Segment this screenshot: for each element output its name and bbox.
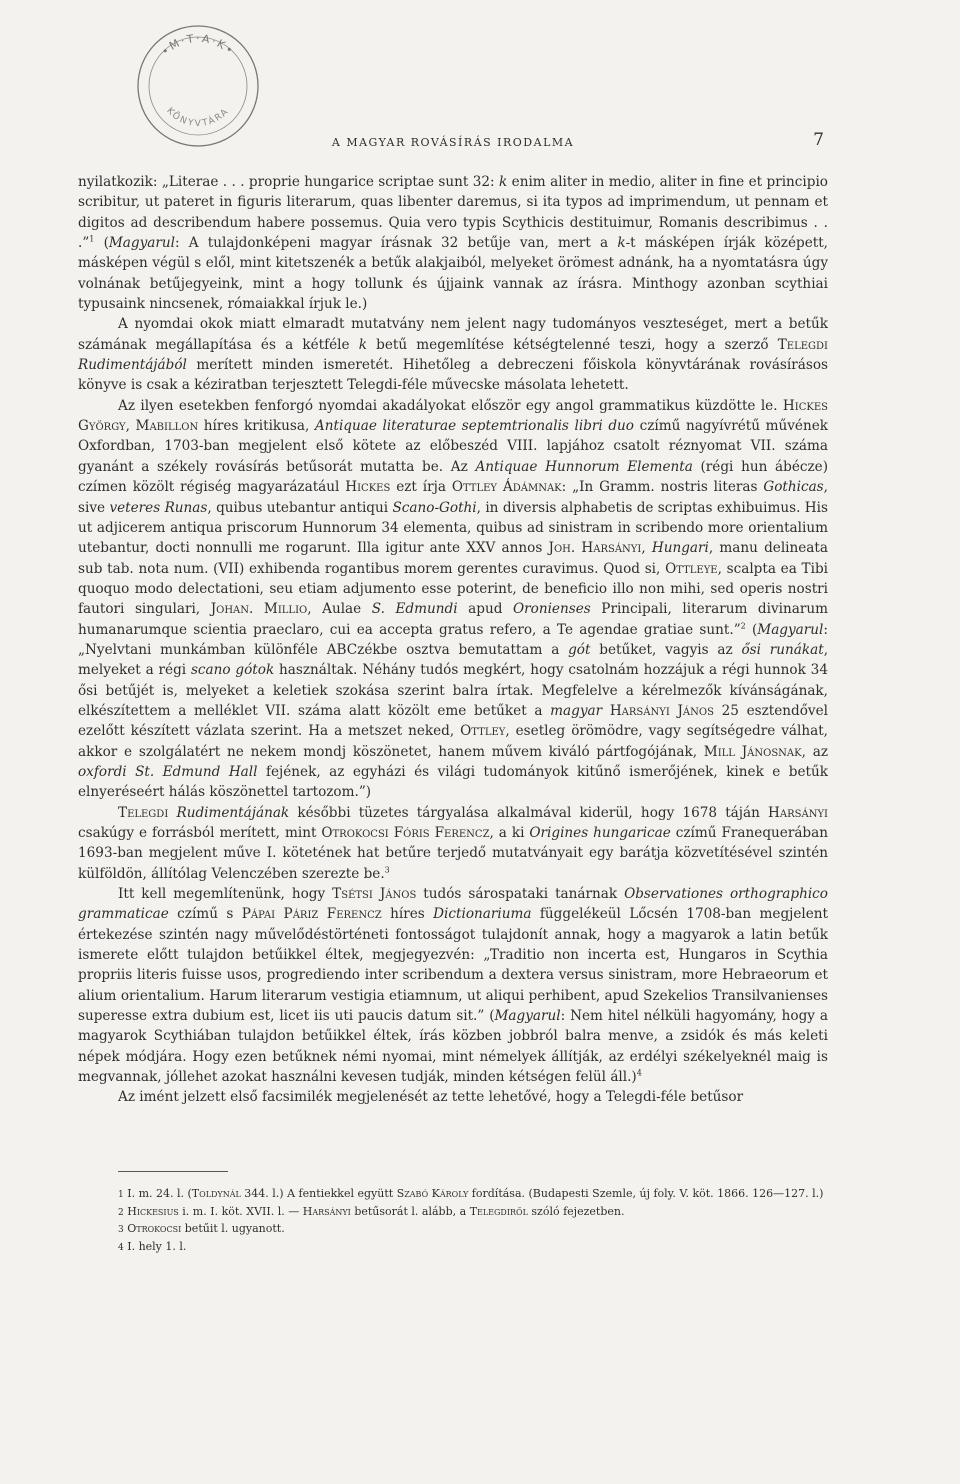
text-run: nyilatkozik: „Literae . . . proprie hungarice scriptae sunt 32:: [78, 174, 500, 190]
text-run: , melyeket a régi: [78, 641, 829, 679]
text-run: : „Nyelvtani munkámban különféle ABCzékbe osztva bemutattam a: [78, 621, 828, 658]
small-caps-name: Mabillon: [135, 418, 199, 435]
text-run: Principali, literarum divinarum humanarumque scientia praeclaro, cui ea accepta gratus refero, a Te agendae gratiae sunt.”: [78, 601, 829, 638]
small-caps-name: Telegdi: [777, 336, 828, 353]
text-run: , quibus utebantur antiqui: [207, 499, 393, 516]
italic-text: Dictionariuma: [433, 906, 532, 923]
small-caps-name: Harsányi: [768, 804, 829, 821]
italic-text: Magyarul: [494, 1008, 561, 1025]
footnotes: [78, 1186, 828, 1256]
paragraph-p2: [78, 314, 828, 395]
footnote-reference: 2: [740, 621, 746, 631]
paragraph-p6: [78, 1087, 828, 1107]
italic-text: Magyarul: [108, 235, 175, 252]
small-caps-name: Harsányi: [302, 1204, 351, 1218]
small-caps-name: Telegdi: [118, 804, 169, 821]
text-run: -t másképen írják középett, másképen végül s elől, mint kitetszenék a betűk alakjaiból, melyeket örömest adnánk, ha a nyomtatásra úgy volnának betűjegyeink, mint a hogy tollunk és újjaink vannak az írásra. Minthogy azonban scythiai typusaink nincsenek, rómaiakkal írjuk le.): [78, 235, 828, 313]
page-number: 7: [813, 130, 824, 150]
text-run: 25 esztendővel ezelőtt készített vázlata szerint. Ha a metszet neked,: [78, 702, 829, 740]
text-run: Itt kell megemlítenünk, hogy: [118, 886, 333, 903]
small-caps-name: Otrokocsi: [127, 1222, 182, 1235]
footnote-reference: 1: [89, 234, 95, 244]
footnote-reference: 3: [384, 865, 390, 875]
text-run: (: [745, 621, 758, 638]
text-run: [602, 703, 610, 719]
text-run: czímű s: [168, 906, 242, 923]
italic-text: gót: [568, 641, 591, 658]
text-run: ,: [641, 540, 652, 557]
text-run: betűket, vagyis az: [590, 641, 742, 658]
text-run: , Aulae: [307, 601, 372, 618]
text-run: használtak. Néhány tudós megkért, hogy csatolnám hozzájuk a régi hunnok 34 ősi betűjét is, melyeket a keletiek szokása szerint balra írtak. Megfelelve a kérelmezők kívánságának, elkészítettem a melléklet VII. száma alatt közölt eme betűket a: [78, 662, 828, 719]
italic-text: S. Edmundi: [371, 601, 458, 618]
text-run: : „In Gramm. nostris literas: [561, 479, 764, 496]
italic-text: Antiquae Hunnorum Elementa: [475, 458, 693, 475]
text-run: , az: [801, 743, 828, 760]
text-run: , esetleg örömödre, vagy segítségedre válhat, akkor e szolgálatért ne nekem mondj köszönetet, hanem művem kiváló pártfogójának,: [78, 723, 828, 760]
small-caps-name: Pápai Páriz Ferencz: [241, 906, 382, 923]
small-caps-name: Ottley: [460, 723, 506, 740]
stamp-text-bottom: KÖNYVTÁRA: [164, 106, 232, 130]
small-caps-name: Toldynál: [191, 1187, 241, 1200]
text-run: , in diversis alphabetis de scriptas exhibuimus. His ut adjicerem antiqua priscorum Hunnorum 34 elementa, quibus ad sinistram in scribendo more orientalium utebantur, docti nonnulli me rogarunt. Illa igitur ante XXV annos: [78, 499, 828, 557]
svg-text:KÖNYVTÁRA: [164, 106, 231, 129]
text-run: későbbi tüzetes tárgyalása alkalmával kiderül, hogy 1678 táján: [289, 804, 769, 821]
paragraph-p3: [78, 396, 828, 803]
small-caps-name: Johan. Millio: [210, 601, 308, 618]
small-caps-name: Hickesius: [127, 1204, 179, 1218]
footnote-divider: [118, 1171, 228, 1172]
italic-text: magyar: [550, 702, 603, 719]
text-run: híres kritikusa,: [198, 418, 315, 435]
text-run: I. hely 1. l.: [127, 1239, 187, 1253]
italic-text: scano gótok: [190, 662, 275, 679]
text-run: (: [94, 235, 109, 252]
footnote-mark: 3: [118, 1225, 124, 1235]
svg-text:•M·T·A·K•: [159, 32, 237, 58]
text-run: ,: [125, 418, 136, 435]
text-run: enim aliter in medio, aliter in fine et principio scribitur, ut pateret in figuris literarum, quas libenter daremus, si ita typos ad imprimendum, ut pennam et digitos ad describendum habere possemus. Quia vero typis Scythicis destituimur, Romanis describimus . . .”: [78, 174, 828, 252]
text-run: függelékeül Lőcsén 1708-ban megjelent értekezése szintén nagy művelődéstörténeti fontosságot tulajdonít annak, hogy a magyarok a latin betűk ismerete előtt tulajdon betűikkel éltek, megjegyezvén: „Traditio non incerta est, Hungaros in Scythia propriis literis fuisse usos, progrediendo inter scribendum a dextera versus sinistram, more Hebraeorum et alium orientalium. Harum literarum vestigia etiamnum, ut aliqui perhibent, apud Szekelios Transilvanienses superesse extra dubium est, licet iis uti paucis datum sit.” (: [78, 906, 829, 1025]
running-title: A MAGYAR ROVÁSÍRÁS IRODALMA: [331, 136, 575, 149]
stamp-text-top: •M·T·A·K•: [158, 31, 238, 59]
small-caps-name: Telegdiről: [469, 1204, 528, 1218]
small-caps-name: Ottleye: [665, 560, 718, 577]
italic-text: Rudimentájából: [78, 357, 187, 374]
text-run: (régi hun ábécze) czímen közölt régiség magyarázatául: [78, 458, 829, 496]
text-run: szóló fejezetben.: [527, 1204, 625, 1218]
italic-text: Hungari: [651, 540, 709, 557]
paragraph-p1: [78, 172, 828, 314]
italic-text: k: [617, 235, 626, 252]
small-caps-name: Hickes György: [78, 397, 828, 435]
small-caps-name: Szabó Károly: [396, 1187, 469, 1200]
italic-text: Observationes orthographico grammaticae: [78, 886, 828, 923]
text-run: fejének, az egyházi és világi tudományok kitűnő ismerőjének, kinek e betűk elnyeréseért hálás köszönettel tartozom.”): [78, 763, 828, 801]
footnote-3: [78, 1221, 828, 1239]
small-caps-name: Joh. Harsányi: [548, 540, 642, 557]
footnote-1: [78, 1186, 828, 1204]
text-run: : Nem hitel nélküli hagyomány, hogy a magyarok Scythiában tulajdon betűikkel éltek, írás közben jobbról balra menve, a zsidók és más keleti népek módjára. Hogy ezen betűknek némi nyomai, mint némelyek állítják, az erdélyi székelyeknél maig is megvannak, jóllehet azokat használni kevesen tudják, minden kétségen felül áll.): [78, 1008, 828, 1086]
italic-text: veteres Runas: [109, 499, 208, 516]
small-caps-name: Hickes: [345, 479, 391, 496]
footnote-4: [78, 1239, 828, 1257]
small-caps-name: Mill Jánosnak: [703, 743, 802, 760]
italic-text: Gothicas: [763, 479, 824, 496]
footnote-reference: 4: [636, 1068, 642, 1078]
text-run: betű megemlítése kétségtelenné teszi, hogy a szerző: [366, 336, 778, 353]
text-run: betűit l. ugyanott.: [181, 1222, 285, 1235]
text-run: csakúgy e forrásból merített, mint: [78, 825, 322, 841]
text-run: 344. l.) A fentiekkel együtt: [240, 1187, 397, 1200]
italic-text: oxfordi St. Edmund Hall: [78, 763, 258, 780]
text-run: Az imént jelzett első facsimilék megjelenését az tette lehetővé, hogy a Telegdi-féle betűsor: [118, 1089, 744, 1106]
text-run: apud: [457, 601, 513, 618]
italic-text: Antiquae literaturae septemtrionalis libri duo: [314, 418, 634, 435]
text-run: czímű nagyívrétű művének Oxfordban, 1703-ban megjelent első kötete az előbeszéd VIII. lapjához csatolt réznyomat VII. száma gyanánt a székely rovásírás betűsorát mutatta be. Az: [78, 418, 828, 475]
footnote-mark: 4: [118, 1242, 124, 1253]
text-run: A nyomdai okok miatt elmaradt mutatvány nem jelent nagy tudományos veszteséget, mert a betűk számának megállapítása és a kétféle: [78, 316, 828, 353]
italic-text: k: [499, 174, 508, 190]
text-run: , manu delineata sub tab. nota num. (VII) exhibenda rogantibus morem gerentes curavimus. Quod si,: [78, 540, 828, 577]
small-caps-name: Otrokocsi Fóris Ferencz: [321, 825, 490, 841]
footnote-2: [78, 1204, 828, 1222]
footnote-mark: 1: [118, 1190, 124, 1200]
text-run: híres: [381, 906, 434, 923]
text-run: czímű Franequerában 1693-ban megjelent műve I. kötetének hat betűre terjedő mutatványait egy barátja közvetítésével szintén külföldön, állítólag Velenczében szerezte be.: [78, 825, 828, 882]
text-run: : A tulajdonképeni magyar írásnak 32 betűje van, mert a: [175, 235, 618, 252]
text-run: Az ilyen esetekben fenforgó nyomdai akadályokat először egy angol grammatikus küzdötte le.: [118, 397, 783, 414]
text-run: ezt írja: [390, 479, 452, 496]
paragraph-p5: [78, 884, 828, 1087]
page-header: [78, 132, 828, 152]
italic-text: Oronienses: [513, 601, 591, 618]
italic-text: Origines hungaricae: [529, 825, 671, 841]
text-run: fordítása. (Budapesti Szemle, új foly. V. köt. 1866. 126—127. l.): [468, 1187, 824, 1200]
text-run: i. m. I. köt. XVII. l. —: [178, 1204, 303, 1218]
text-run: betűsorát l. alább, a: [350, 1204, 470, 1218]
small-caps-name: Ottley Ádámnak: [451, 479, 562, 496]
text-run: I. m. 24. l. (: [127, 1187, 192, 1200]
paragraph-p4: [78, 803, 828, 884]
text-run: tudós sárospataki tanárnak: [416, 886, 625, 903]
italic-text: k: [358, 336, 367, 353]
text-run: , scalpta ea Tibi quoquo modo delectationi, seu etiam adjumento esse poterint, de beneficio illo non mihi, sed operis nostri fautori singulari,: [78, 560, 828, 618]
small-caps-name: Tsétsi János: [332, 886, 417, 903]
text-run: , sive: [78, 479, 828, 516]
small-caps-name: Harsányi János: [609, 702, 714, 719]
body-text: [78, 172, 828, 1108]
text-run: , a ki: [489, 825, 530, 841]
footnote-mark: 2: [118, 1207, 124, 1218]
italic-text: Scano-Gothi: [392, 499, 477, 516]
italic-text: Magyarul: [757, 621, 824, 638]
text-run: merített minden ismeretét. Hihetőleg a debreczeni főiskola könyvtárának rovásírásos könyve is csak a kéziratban terjesztett Telegdi-féle művecske másolata lehetett.: [78, 357, 828, 394]
italic-text: ősi runákat: [741, 641, 824, 658]
italic-text: Rudimentájának: [176, 804, 290, 821]
